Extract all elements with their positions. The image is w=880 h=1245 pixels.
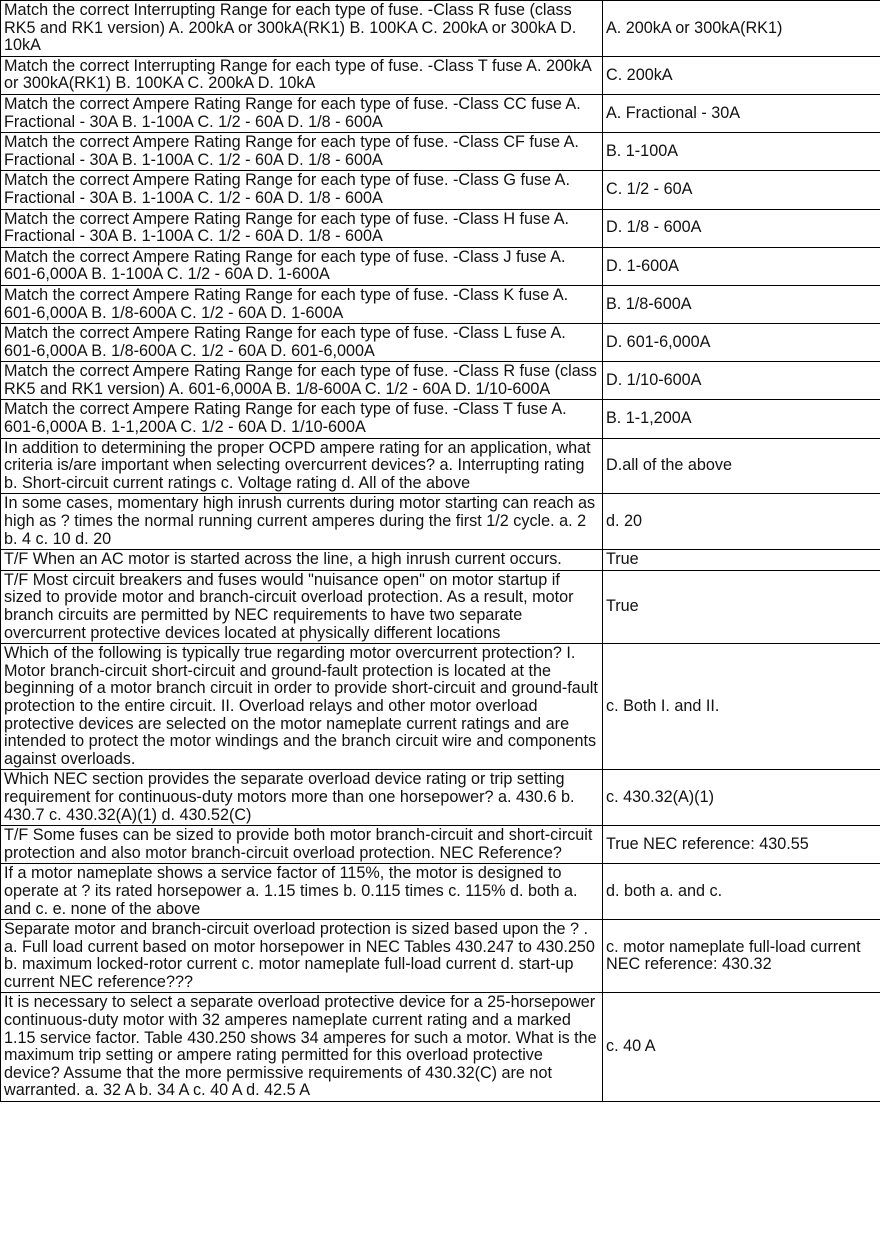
answer-cell: D. 601-6,000A <box>603 324 880 362</box>
answer-cell: True <box>603 570 880 643</box>
answer-cell: D. 1/8 - 600A <box>603 209 880 247</box>
answer-cell: B. 1/8-600A <box>603 285 880 323</box>
answer-cell: D.all of the above <box>603 438 880 494</box>
table-row <box>1 550 880 571</box>
answer-cell: True NEC reference: 430.55 <box>603 826 880 864</box>
question-cell: Which NEC section provides the separate overload device rating or trip setting requirement for continuous-duty motors more than one horsepower? a. 430.6 b. 430.7 c. 430.32(A)(1) d. 430.52(C) <box>1 770 603 826</box>
answer-cell: d. both a. and c. <box>603 864 880 920</box>
answer-cell: d. 20 <box>603 494 880 550</box>
question-cell: Separate motor and branch-circuit overload protection is sized based upon the ? . a. Full load current based on motor horsepower in NEC Tables 430.247 to 430.250 b. maximum locked-rotor current c. motor nameplate full-load current d. start-up current NEC reference??? <box>1 920 603 993</box>
answer-cell: True <box>603 550 880 571</box>
answer-cell: A. 200kA or 300kA(RK1) <box>603 1 880 57</box>
question-cell: Match the correct Interrupting Range for each type of fuse. -Class T fuse A. 200kA or 300kA(RK1) B. 100KA C. 200kA D. 10kA <box>1 56 603 94</box>
answer-cell: C. 200kA <box>603 56 880 94</box>
question-cell: In addition to determining the proper OCPD ampere rating for an application, what criteria is/are important when selecting overcurrent devices? a. Interrupting rating b. Short-circuit current ratings c. Voltage rating d. All of the above <box>1 438 603 494</box>
question-cell: Match the correct Ampere Rating Range for each type of fuse. -Class G fuse A. Fractional - 30A B. 1-100A C. 1/2 - 60A D. 1/8 - 600A <box>1 171 603 209</box>
answer-cell: c. motor nameplate full-load current NEC reference: 430.32 <box>603 920 880 993</box>
question-cell: It is necessary to select a separate overload protective device for a 25-horsepower continuous-duty motor with 32 amperes nameplate current rating and a marked 1.15 service factor. Table 430.250 shows 34 amperes for such a motor. What is the maximum trip setting or ampere rating permitted for this overload protective device? Assume that the more permissive requirements of 430.32(C) are not warranted. a. 32 A b. 34 A c. 40 A d. 42.5 A <box>1 993 603 1102</box>
answer-cell: D. 1/10-600A <box>603 362 880 400</box>
question-cell: Match the correct Ampere Rating Range for each type of fuse. -Class H fuse A. Fractional - 30A B. 1-100A C. 1/2 - 60A D. 1/8 - 600A <box>1 209 603 247</box>
answer-cell: c. 430.32(A)(1) <box>603 770 880 826</box>
answer-cell: D. 1-600A <box>603 247 880 285</box>
table-row <box>1 864 880 920</box>
table-row <box>1 644 880 770</box>
question-cell: Match the correct Ampere Rating Range for each type of fuse. -Class J fuse A. 601-6,000A B. 1-100A C. 1/2 - 60A D. 1-600A <box>1 247 603 285</box>
table-row <box>1 171 880 209</box>
question-cell: Match the correct Ampere Rating Range for each type of fuse. -Class T fuse A. 601-6,000A B. 1-1,200A C. 1/2 - 60A D. 1/10-600A <box>1 400 603 438</box>
table-row <box>1 770 880 826</box>
answer-cell: C. 1/2 - 60A <box>603 171 880 209</box>
question-cell: Match the correct Ampere Rating Range for each type of fuse. -Class CF fuse A. Fractional - 30A B. 1-100A C. 1/2 - 60A D. 1/8 - 600A <box>1 133 603 171</box>
table-row <box>1 438 880 494</box>
table-row <box>1 1 880 57</box>
table-row <box>1 209 880 247</box>
question-cell: Which of the following is typically true regarding motor overcurrent protection? I. Motor branch-circuit short-circuit and ground-fault protection is located at the beginning of a motor branch circuit in order to provide short-circuit and ground-fault protection to the entire circuit. II. Overload relays and other motor overload protective devices are selected on the motor nameplate current ratings and are intended to protect the motor windings and the branch circuit wire and components against overloads. <box>1 644 603 770</box>
question-cell: Match the correct Ampere Rating Range for each type of fuse. -Class CC fuse A. Fractional - 30A B. 1-100A C. 1/2 - 60A D. 1/8 - 600A <box>1 94 603 132</box>
question-cell: In some cases, momentary high inrush currents during motor starting can reach as high as ? times the normal running current amperes during the first 1/2 cycle. a. 2 b. 4 c. 10 d. 20 <box>1 494 603 550</box>
table-row <box>1 94 880 132</box>
table-row <box>1 993 880 1102</box>
table-row <box>1 920 880 993</box>
table-row <box>1 285 880 323</box>
table-row <box>1 400 880 438</box>
question-cell: Match the correct Ampere Rating Range for each type of fuse. -Class K fuse A. 601-6,000A B. 1/8-600A C. 1/2 - 60A D. 1-600A <box>1 285 603 323</box>
answer-cell: A. Fractional - 30A <box>603 94 880 132</box>
answer-cell: c. 40 A <box>603 993 880 1102</box>
question-cell: T/F Some fuses can be sized to provide both motor branch-circuit and short-circuit protection and also motor branch-circuit overload protection. NEC Reference? <box>1 826 603 864</box>
table-row <box>1 826 880 864</box>
question-cell: Match the correct Ampere Rating Range for each type of fuse. -Class R fuse (class RK5 and RK1 version) A. 601-6,000A B. 1/8-600A C. 1/2 - 60A D. 1/10-600A <box>1 362 603 400</box>
question-cell: T/F Most circuit breakers and fuses would "nuisance open" on motor startup if sized to provide motor and branch-circuit overload protection. As a result, motor branch circuits are permitted by NEC requirements to have two separate overcurrent protective devices located at physically different locations <box>1 570 603 643</box>
table-row <box>1 494 880 550</box>
question-cell: Match the correct Interrupting Range for each type of fuse. -Class R fuse (class RK5 and RK1 version) A. 200kA or 300kA(RK1) B. 100KA C. 200kA or 300kA D. 10kA <box>1 1 603 57</box>
flashcard-rows <box>1 1 880 1102</box>
table-row <box>1 133 880 171</box>
table-row <box>1 570 880 643</box>
question-cell: T/F When an AC motor is started across the line, a high inrush current occurs. <box>1 550 603 571</box>
question-cell: If a motor nameplate shows a service factor of 115%, the motor is designed to operate at ? its rated horsepower a. 1.15 times b. 0.115 times c. 115% d. both a. and c. e. none of the above <box>1 864 603 920</box>
question-cell: Match the correct Ampere Rating Range for each type of fuse. -Class L fuse A. 601-6,000A B. 1/8-600A C. 1/2 - 60A D. 601-6,000A <box>1 324 603 362</box>
answer-cell: B. 1-100A <box>603 133 880 171</box>
answer-cell: c. Both I. and II. <box>603 644 880 770</box>
table-row <box>1 56 880 94</box>
answer-cell: B. 1-1,200A <box>603 400 880 438</box>
table-row <box>1 362 880 400</box>
table-row <box>1 247 880 285</box>
table-row <box>1 324 880 362</box>
